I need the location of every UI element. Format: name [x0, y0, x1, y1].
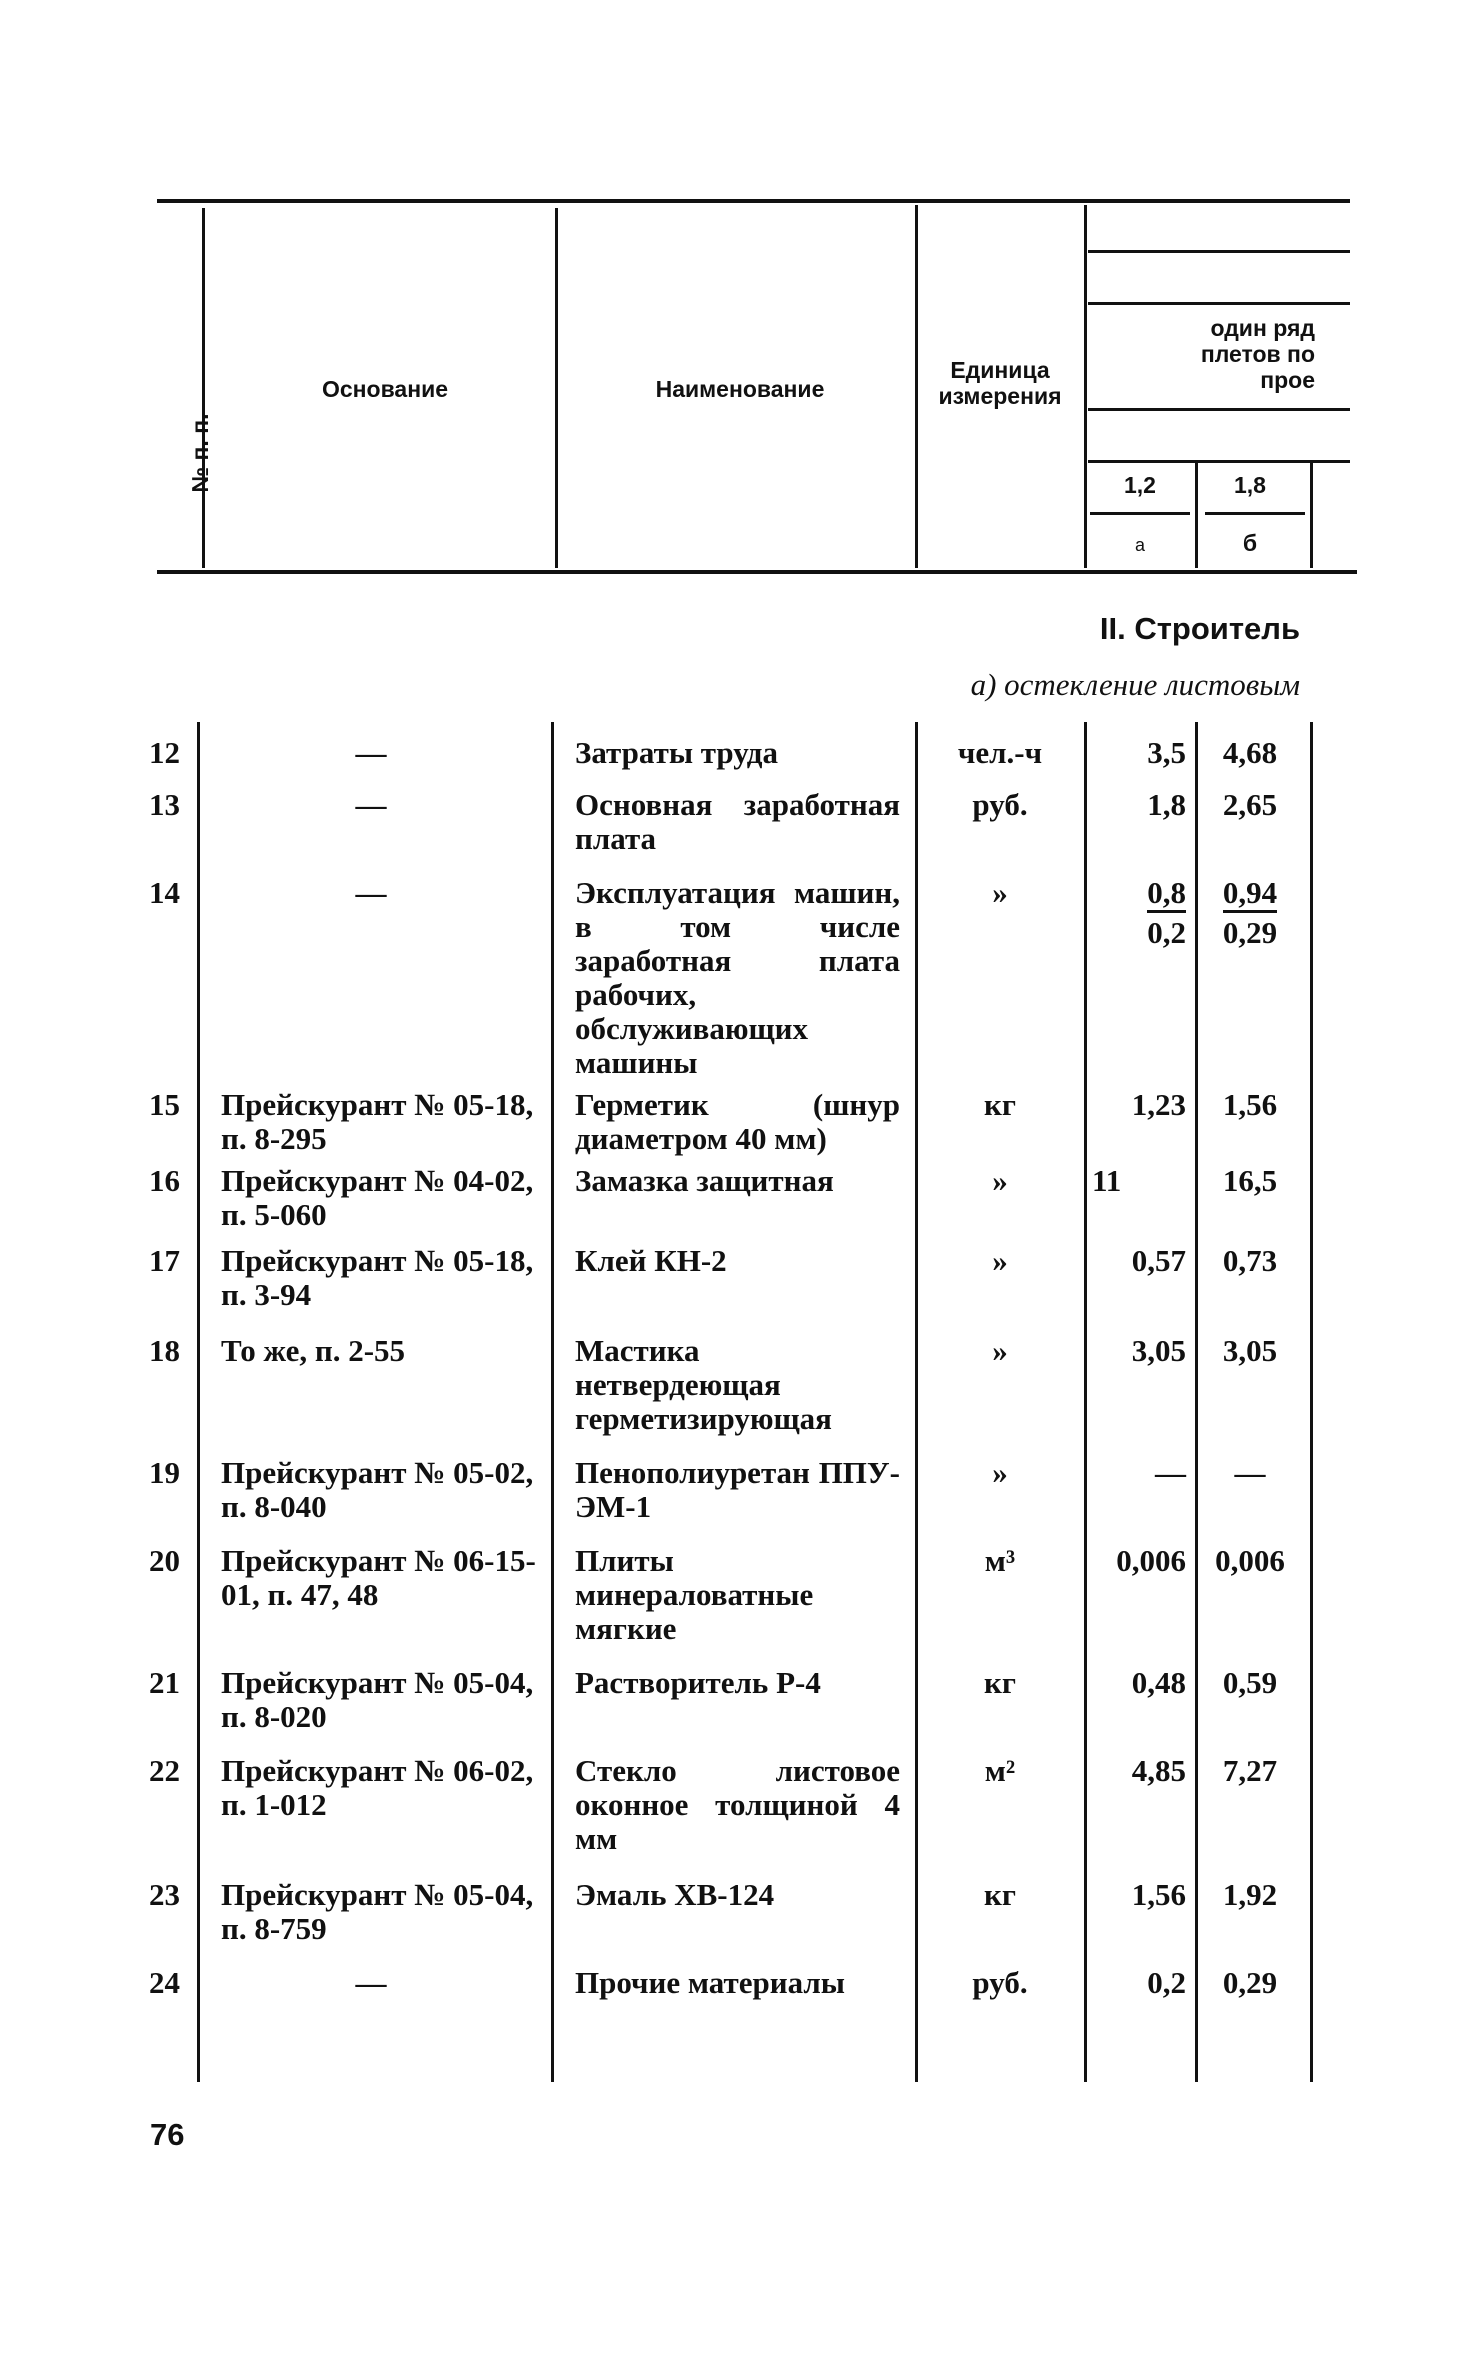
rule [1205, 512, 1305, 515]
row-number: 15 [149, 1087, 180, 1122]
row-value-a: 3,5 [1147, 735, 1186, 770]
row-value-b: 0,59 [1222, 1665, 1278, 1700]
row-value-a: — [1155, 1455, 1186, 1490]
rule-header-bottom [157, 570, 1357, 574]
row-number: 24 [149, 1965, 180, 2000]
row-value-a: 1,8 [1147, 787, 1186, 822]
fraction-numerator: 0,8 [1147, 876, 1186, 913]
row-base: — [355, 787, 387, 822]
row-unit: » [992, 1243, 1008, 1278]
row-value-a: 0,48 [1131, 1665, 1186, 1700]
row-base: То же, п. 2-55 [221, 1333, 406, 1368]
row-number: 12 [149, 735, 180, 770]
row-unit: » [992, 1163, 1008, 1198]
row-number: 16 [149, 1163, 180, 1198]
row-base: Прейскурант № 05-04, п. 8-020 [221, 1665, 534, 1734]
row-value-a-denominator: 0,2 [1147, 915, 1186, 950]
row-number: 21 [149, 1665, 180, 1700]
row-number: 17 [149, 1243, 180, 1278]
col-divider [1310, 722, 1313, 2082]
row-unit: » [992, 875, 1008, 910]
row-base: Прейскурант № 05-18, п. 8-295 [221, 1087, 534, 1156]
section-title: II. Строитель [1099, 611, 1300, 646]
rule [1088, 250, 1350, 253]
row-name: Мастика нетвердеющая герметизирующая [575, 1333, 832, 1436]
row-base: Прейскурант № 06-15-01, п. 47, 48 [221, 1543, 536, 1612]
row-number: 22 [149, 1753, 180, 1788]
row-value-b: 1,92 [1222, 1877, 1278, 1912]
header-name: Наименование [655, 376, 825, 402]
row-name: Основная заработная плата [575, 787, 900, 856]
row-value-b: 16,5 [1222, 1163, 1278, 1198]
row-value-b: 0,29 [1222, 1965, 1278, 2000]
row-unit: кг [984, 1877, 1016, 1912]
col-divider [197, 722, 200, 2082]
row-base: Прейскурант № 05-04, п. 8-759 [221, 1877, 534, 1946]
row-name: Прочие материалы [575, 1965, 845, 2000]
row-value-a: 0,57 [1131, 1243, 1186, 1278]
row-base: Прейскурант № 04-02, п. 5-060 [221, 1163, 534, 1232]
col-divider [1310, 462, 1313, 568]
row-number: 18 [149, 1333, 180, 1368]
row-base: — [355, 735, 387, 770]
row-name: Стекло листовое оконное толщиной 4 мм [575, 1753, 900, 1856]
header-base: Основание [321, 376, 449, 402]
row-value-b: — [1234, 1455, 1266, 1490]
row-value-b: 1,56 [1222, 1087, 1278, 1122]
row-value-b: 4,68 [1222, 735, 1278, 770]
row-base: — [355, 875, 387, 910]
row-value-a: 3,05 [1131, 1333, 1186, 1368]
row-unit: кг [984, 1087, 1016, 1122]
row-value-a: 1,23 [1131, 1087, 1186, 1122]
row-value-a: 0,006 [1116, 1543, 1186, 1578]
rule [1088, 408, 1350, 411]
header-sub-a-value: 1,2 [1124, 472, 1156, 498]
rule [1088, 302, 1350, 305]
section-subtitle: а) остекление листовым [970, 667, 1300, 702]
row-value-b: 7,27 [1222, 1753, 1278, 1788]
row-unit: чел.-ч [957, 735, 1043, 770]
rule [1090, 512, 1190, 515]
row-value-b: 2,65 [1222, 787, 1278, 822]
row-number: 19 [149, 1455, 180, 1490]
col-divider [551, 722, 554, 2082]
row-name: Эмаль ХВ-124 [575, 1877, 775, 1912]
row-unit: руб. [972, 787, 1028, 822]
header-sub-b-label: б [1242, 530, 1258, 556]
col-divider [1195, 462, 1198, 568]
header-num: № п. п. [187, 413, 213, 493]
row-number: 14 [149, 875, 180, 910]
row-value-a: 4,85 [1131, 1753, 1186, 1788]
row-value-b-numerator [1200, 876, 1300, 913]
row-base: Прейскурант № 06-02, п. 1-012 [221, 1753, 534, 1822]
row-value-b: 0,73 [1222, 1243, 1278, 1278]
row-name: Пенополиуретан ППУ-ЭМ-1 [575, 1455, 900, 1524]
row-value-b-denominator: 0,29 [1222, 915, 1278, 950]
header-group: один ряд плетов по прое [1200, 315, 1315, 393]
row-number: 23 [149, 1877, 180, 1912]
row-name: Клей КН-2 [575, 1243, 727, 1278]
row-name: Замазка защитная [575, 1163, 834, 1198]
header-sub-a-label: а [1134, 535, 1145, 555]
row-unit: м² [984, 1753, 1016, 1788]
row-value-a: 11 [1092, 1163, 1122, 1198]
row-unit: » [992, 1455, 1008, 1490]
col-divider [1084, 205, 1087, 568]
header-sub-b-value: 1,8 [1234, 472, 1266, 498]
row-name: Плиты минераловатные мягкие [575, 1543, 814, 1646]
col-divider [915, 205, 918, 568]
row-unit: кг [984, 1665, 1016, 1700]
row-name: Герметик (шнур диаметром 40 мм) [575, 1087, 900, 1156]
row-value-a: 0,2 [1147, 1965, 1186, 2000]
row-number: 13 [149, 787, 180, 822]
row-unit: » [992, 1333, 1008, 1368]
row-value-b: 0,006 [1215, 1543, 1285, 1578]
row-value-b: 3,05 [1222, 1333, 1278, 1368]
page-number: 76 [150, 2117, 185, 2152]
row-value-a: 1,56 [1131, 1877, 1186, 1912]
fraction-numerator: 0,94 [1223, 876, 1277, 913]
row-name: Эксплуатация машин, в том числе заработная плата рабочих, обслуживающих машины [575, 875, 900, 1080]
col-divider [202, 208, 205, 568]
row-name: Затраты труда [575, 735, 778, 770]
rule-top [157, 199, 1350, 203]
row-number: 20 [149, 1543, 180, 1578]
header-unit: Единица измерения [938, 357, 1062, 409]
row-name: Растворитель Р-4 [575, 1665, 821, 1700]
row-unit: руб. [972, 1965, 1028, 2000]
row-value-a-numerator [1084, 876, 1186, 913]
col-divider [1195, 722, 1198, 2082]
row-base: Прейскурант № 05-02, п. 8-040 [221, 1455, 534, 1524]
row-base: Прейскурант № 05-18, п. 3-94 [221, 1243, 534, 1312]
col-divider [555, 208, 558, 568]
row-unit: м³ [984, 1543, 1016, 1578]
row-base: — [355, 1965, 387, 2000]
